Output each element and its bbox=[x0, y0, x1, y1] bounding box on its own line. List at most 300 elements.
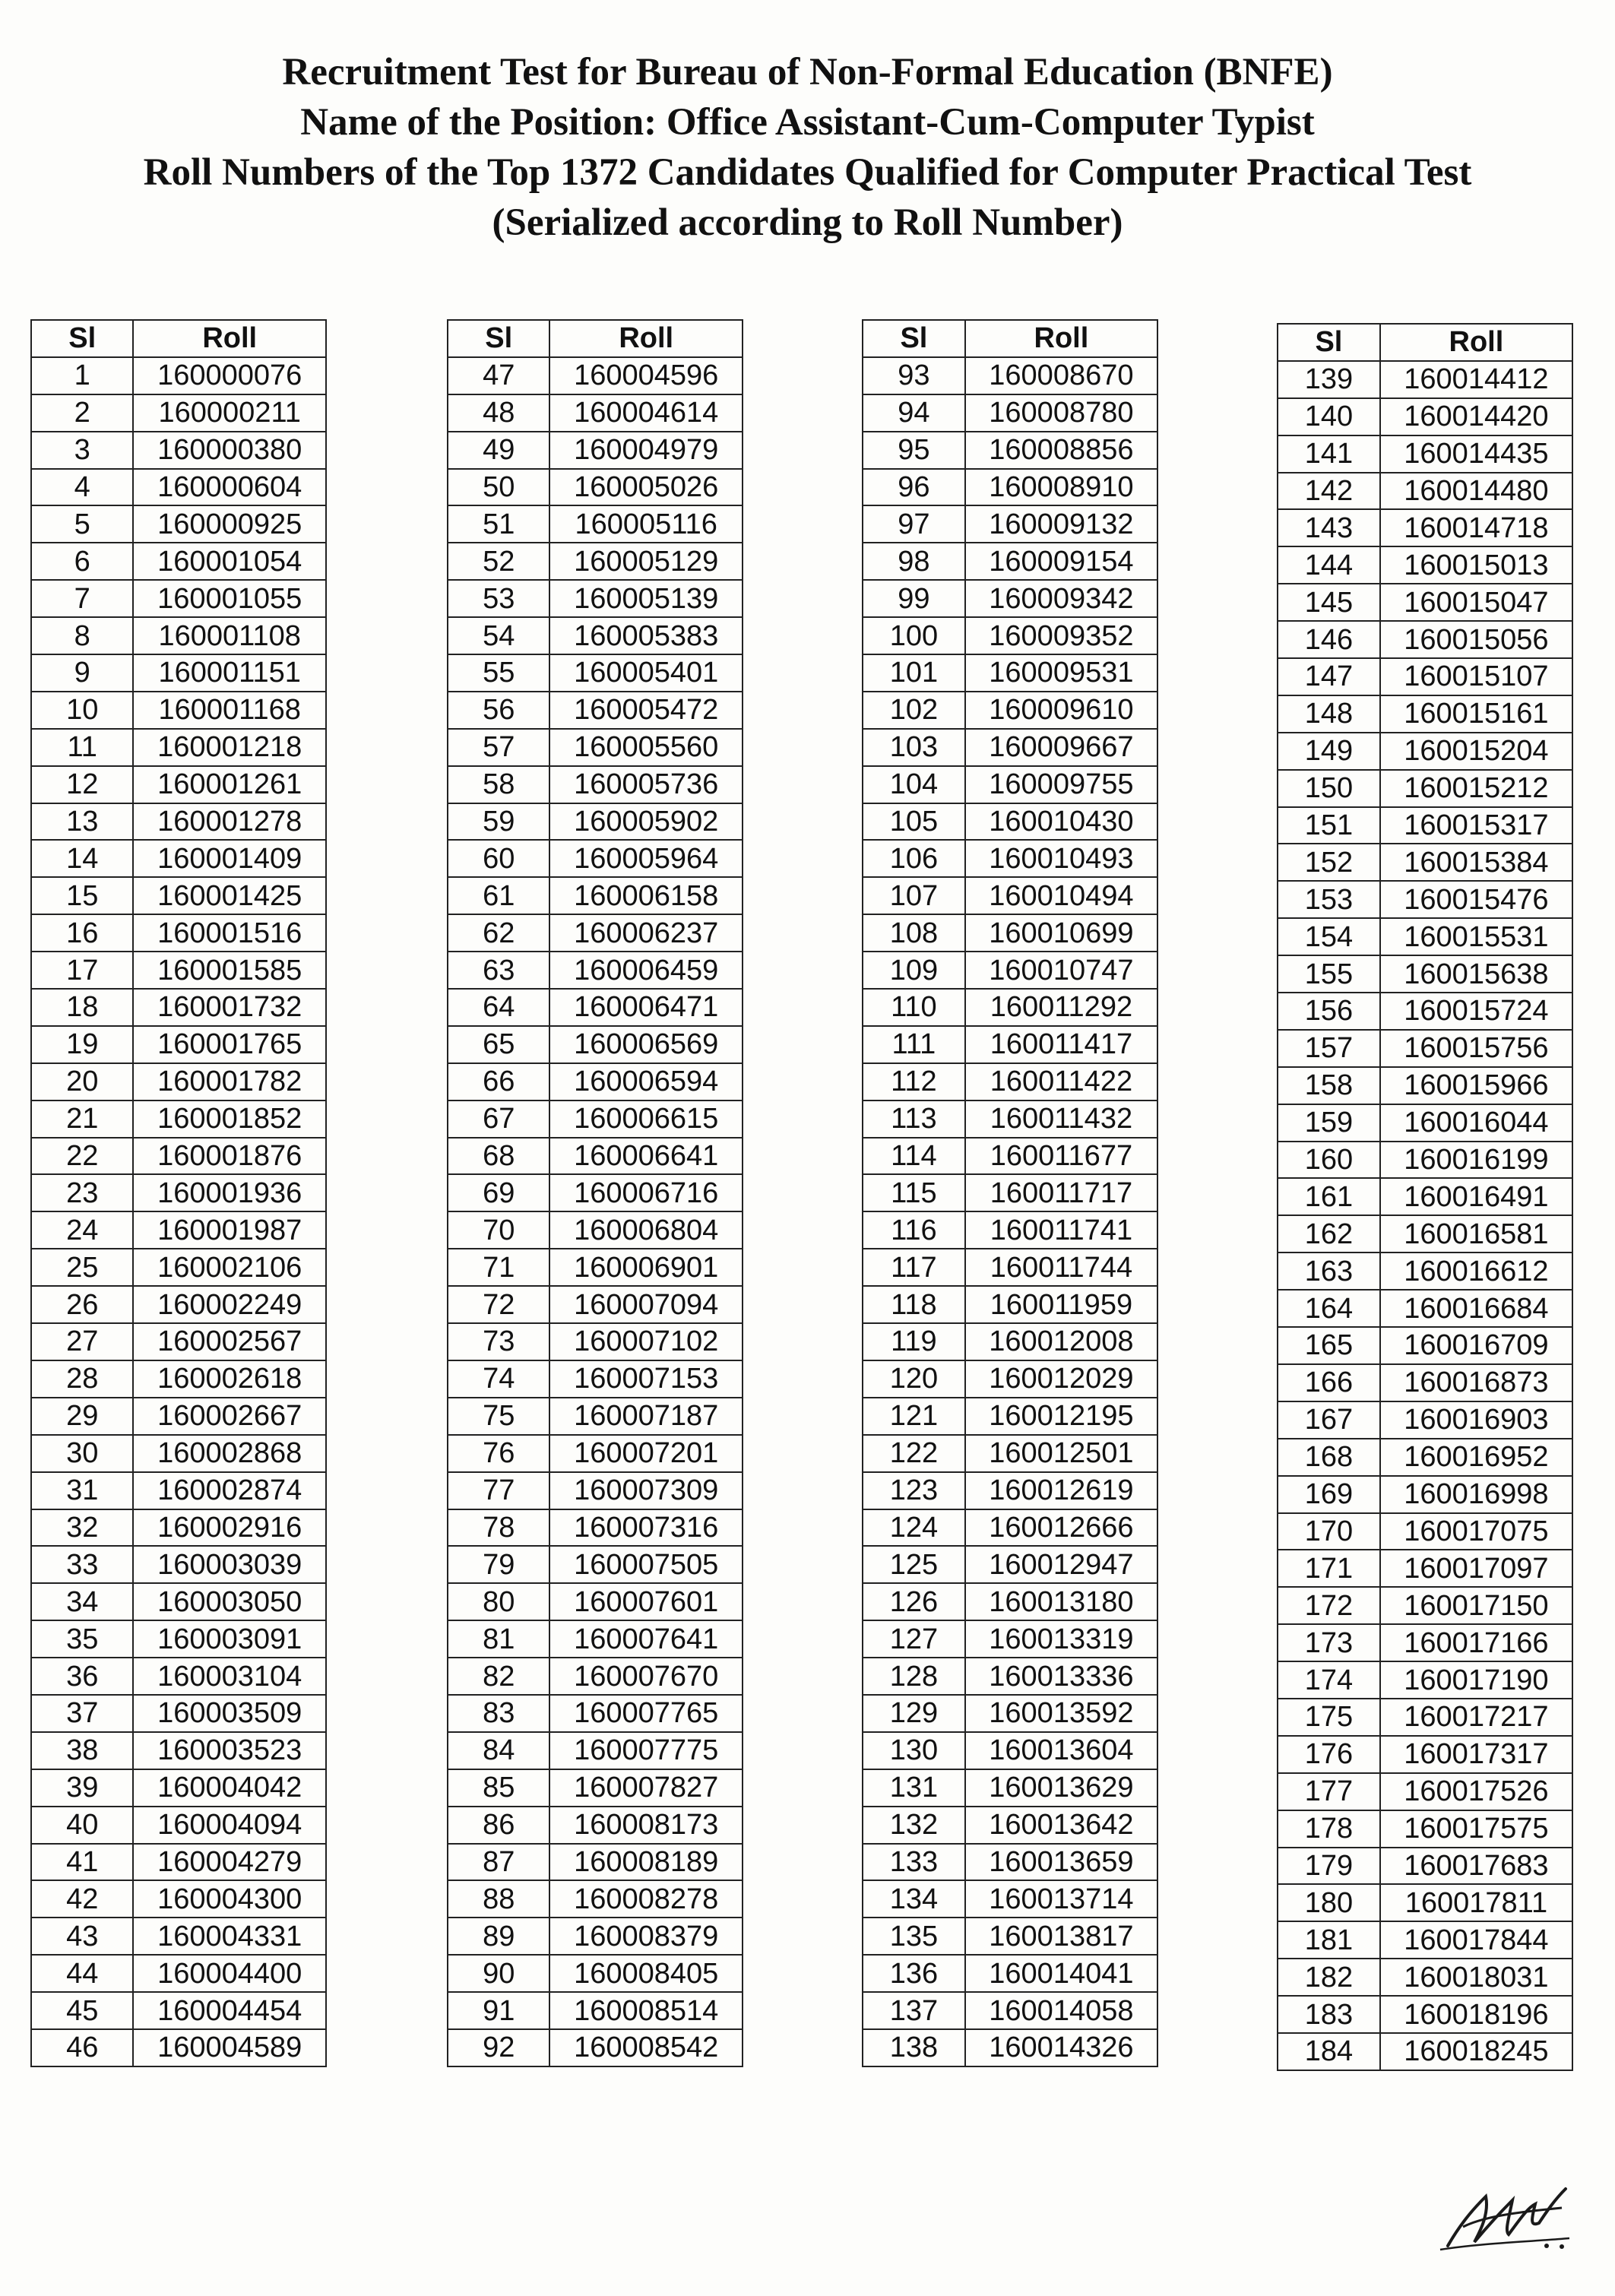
sl-cell: 107 bbox=[863, 877, 965, 914]
table-row bbox=[448, 729, 743, 766]
column-header-roll: Roll bbox=[965, 320, 1157, 357]
table-header-row bbox=[31, 320, 326, 357]
sl-cell: 35 bbox=[31, 1620, 133, 1658]
roll-cell: 160008173 bbox=[549, 1807, 743, 1844]
table-row bbox=[448, 1769, 743, 1807]
sl-cell: 91 bbox=[448, 1992, 549, 2029]
roll-cell: 160002874 bbox=[133, 1472, 326, 1509]
roll-cell: 160014480 bbox=[1380, 473, 1572, 510]
roll-cell: 160014420 bbox=[1380, 398, 1572, 435]
roll-cell: 160015107 bbox=[1380, 658, 1572, 695]
column-header-roll: Roll bbox=[549, 320, 743, 357]
roll-cell: 160006569 bbox=[549, 1026, 743, 1063]
table-row bbox=[863, 580, 1157, 617]
roll-cell: 160006471 bbox=[549, 989, 743, 1026]
table-header-row bbox=[1278, 324, 1572, 361]
sl-cell: 22 bbox=[31, 1138, 133, 1175]
roll-table-2 bbox=[447, 319, 743, 2067]
table-row bbox=[448, 2029, 743, 2066]
sl-cell: 136 bbox=[863, 1955, 965, 1992]
roll-cell: 160007505 bbox=[549, 1546, 743, 1583]
table-row bbox=[448, 394, 743, 432]
roll-cell: 160001261 bbox=[133, 766, 326, 803]
table-row bbox=[448, 1546, 743, 1583]
table-row bbox=[1278, 621, 1572, 658]
table-row bbox=[863, 469, 1157, 506]
roll-cell: 160004042 bbox=[133, 1769, 326, 1807]
table-row bbox=[1278, 695, 1572, 733]
sl-cell: 128 bbox=[863, 1658, 965, 1695]
table-row bbox=[448, 1732, 743, 1769]
roll-cell: 160008780 bbox=[965, 394, 1157, 432]
table-row bbox=[1278, 546, 1572, 584]
table-row bbox=[863, 1992, 1157, 2029]
sl-cell: 181 bbox=[1278, 1921, 1380, 1959]
sl-cell: 166 bbox=[1278, 1364, 1380, 1401]
sl-cell: 145 bbox=[1278, 584, 1380, 621]
table-row bbox=[31, 1138, 326, 1175]
roll-cell: 160013180 bbox=[965, 1583, 1157, 1620]
table-row bbox=[863, 1955, 1157, 1992]
table-row bbox=[1278, 1067, 1572, 1104]
sl-cell: 69 bbox=[448, 1174, 549, 1211]
table-row bbox=[1278, 955, 1572, 993]
roll-cell: 160018245 bbox=[1380, 2033, 1572, 2070]
table-row bbox=[863, 1398, 1157, 1435]
roll-cell: 160001876 bbox=[133, 1138, 326, 1175]
table-row bbox=[863, 1844, 1157, 1881]
table-row bbox=[1278, 807, 1572, 844]
table-header-row bbox=[448, 320, 743, 357]
roll-cell: 160002667 bbox=[133, 1398, 326, 1435]
roll-cell: 160004094 bbox=[133, 1807, 326, 1844]
sl-cell: 157 bbox=[1278, 1030, 1380, 1067]
roll-cell: 160004331 bbox=[133, 1918, 326, 1955]
table-row bbox=[31, 617, 326, 654]
sl-cell: 94 bbox=[863, 394, 965, 432]
sl-cell: 98 bbox=[863, 543, 965, 580]
table-row bbox=[863, 1546, 1157, 1583]
roll-cell: 160001151 bbox=[133, 654, 326, 692]
table-row bbox=[448, 1211, 743, 1249]
roll-cell: 160011744 bbox=[965, 1249, 1157, 1286]
sl-cell: 58 bbox=[448, 766, 549, 803]
sl-cell: 65 bbox=[448, 1026, 549, 1063]
table-row bbox=[448, 505, 743, 543]
roll-cell: 160008405 bbox=[549, 1955, 743, 1992]
roll-cell: 160013592 bbox=[965, 1695, 1157, 1732]
table-row bbox=[863, 1249, 1157, 1286]
sl-cell: 97 bbox=[863, 505, 965, 543]
table-row bbox=[1278, 1142, 1572, 1179]
table-row bbox=[863, 1620, 1157, 1658]
table-row bbox=[448, 1360, 743, 1398]
sl-cell: 72 bbox=[448, 1286, 549, 1323]
table-row bbox=[31, 654, 326, 692]
table-row bbox=[448, 989, 743, 1026]
sl-cell: 108 bbox=[863, 914, 965, 952]
sl-cell: 144 bbox=[1278, 546, 1380, 584]
roll-cell: 160010430 bbox=[965, 803, 1157, 841]
sl-cell: 132 bbox=[863, 1807, 965, 1844]
roll-cell: 160017190 bbox=[1380, 1661, 1572, 1699]
column-header-sl: Sl bbox=[31, 320, 133, 357]
table-row bbox=[448, 840, 743, 877]
table-row bbox=[863, 1807, 1157, 1844]
roll-cell: 160001732 bbox=[133, 989, 326, 1026]
sl-cell: 68 bbox=[448, 1138, 549, 1175]
table-row bbox=[31, 1286, 326, 1323]
table-row bbox=[448, 1398, 743, 1435]
roll-cell: 160011417 bbox=[965, 1026, 1157, 1063]
table-row bbox=[448, 1323, 743, 1360]
table-row bbox=[1278, 918, 1572, 955]
sl-cell: 168 bbox=[1278, 1439, 1380, 1476]
table-row bbox=[863, 1435, 1157, 1472]
sl-cell: 25 bbox=[31, 1249, 133, 1286]
table-row bbox=[1278, 1550, 1572, 1587]
header-note: (Serialized according to Roll Number) bbox=[492, 201, 1123, 244]
table-row bbox=[448, 766, 743, 803]
roll-cell: 160013642 bbox=[965, 1807, 1157, 1844]
roll-cell: 160010493 bbox=[965, 840, 1157, 877]
sl-cell: 179 bbox=[1278, 1848, 1380, 1885]
table-row bbox=[31, 432, 326, 469]
roll-cell: 160016581 bbox=[1380, 1215, 1572, 1253]
roll-cell: 160001425 bbox=[133, 877, 326, 914]
sl-cell: 52 bbox=[448, 543, 549, 580]
table-row bbox=[31, 1472, 326, 1509]
sl-cell: 140 bbox=[1278, 398, 1380, 435]
sl-cell: 173 bbox=[1278, 1624, 1380, 1661]
roll-cell: 160004400 bbox=[133, 1955, 326, 1992]
sl-cell: 172 bbox=[1278, 1587, 1380, 1624]
table-row bbox=[863, 1509, 1157, 1547]
table-row bbox=[863, 1880, 1157, 1918]
sl-cell: 138 bbox=[863, 2029, 965, 2066]
roll-cell: 160014412 bbox=[1380, 361, 1572, 398]
roll-cell: 160015204 bbox=[1380, 733, 1572, 770]
roll-cell: 160005401 bbox=[549, 654, 743, 692]
roll-cell: 160008856 bbox=[965, 432, 1157, 469]
sl-cell: 99 bbox=[863, 580, 965, 617]
table-row bbox=[1278, 993, 1572, 1030]
table-row bbox=[31, 914, 326, 952]
sl-cell: 109 bbox=[863, 952, 965, 989]
table-row bbox=[31, 766, 326, 803]
sl-cell: 38 bbox=[31, 1732, 133, 1769]
sl-cell: 30 bbox=[31, 1435, 133, 1472]
table-row bbox=[863, 1100, 1157, 1138]
column-header-sl: Sl bbox=[448, 320, 549, 357]
sl-cell: 31 bbox=[31, 1472, 133, 1509]
roll-cell: 160001409 bbox=[133, 840, 326, 877]
sl-cell: 71 bbox=[448, 1249, 549, 1286]
sl-cell: 154 bbox=[1278, 918, 1380, 955]
sl-cell: 130 bbox=[863, 1732, 965, 1769]
table-row bbox=[863, 654, 1157, 692]
table-row bbox=[31, 1360, 326, 1398]
sl-cell: 134 bbox=[863, 1880, 965, 1918]
roll-cell: 160002916 bbox=[133, 1509, 326, 1547]
sl-cell: 116 bbox=[863, 1211, 965, 1249]
table-row bbox=[448, 654, 743, 692]
table-header-row bbox=[863, 320, 1157, 357]
roll-cell: 160012947 bbox=[965, 1546, 1157, 1583]
sl-cell: 163 bbox=[1278, 1253, 1380, 1290]
roll-cell: 160012619 bbox=[965, 1472, 1157, 1509]
table-row bbox=[1278, 1476, 1572, 1513]
roll-cell: 160006615 bbox=[549, 1100, 743, 1138]
table-row bbox=[448, 432, 743, 469]
sl-cell: 18 bbox=[31, 989, 133, 1026]
sl-cell: 4 bbox=[31, 469, 133, 506]
sl-cell: 182 bbox=[1278, 1959, 1380, 1996]
sl-cell: 39 bbox=[31, 1769, 133, 1807]
roll-cell: 160016199 bbox=[1380, 1142, 1572, 1179]
table-row bbox=[863, 394, 1157, 432]
sl-cell: 175 bbox=[1278, 1699, 1380, 1736]
table-row bbox=[448, 1807, 743, 1844]
sl-cell: 129 bbox=[863, 1695, 965, 1732]
roll-cell: 160009610 bbox=[965, 692, 1157, 729]
roll-cell: 160015013 bbox=[1380, 546, 1572, 584]
column-header-roll: Roll bbox=[1380, 324, 1572, 361]
sl-cell: 155 bbox=[1278, 955, 1380, 993]
roll-cell: 160004979 bbox=[549, 432, 743, 469]
sl-cell: 83 bbox=[448, 1695, 549, 1732]
roll-cell: 160016903 bbox=[1380, 1401, 1572, 1439]
roll-cell: 160004454 bbox=[133, 1992, 326, 2029]
roll-cell: 160002868 bbox=[133, 1435, 326, 1472]
table-row bbox=[1278, 1587, 1572, 1624]
table-row bbox=[863, 1138, 1157, 1175]
sl-cell: 117 bbox=[863, 1249, 965, 1286]
table-row bbox=[863, 692, 1157, 729]
sl-cell: 146 bbox=[1278, 621, 1380, 658]
roll-cell: 160002106 bbox=[133, 1249, 326, 1286]
sl-cell: 21 bbox=[31, 1100, 133, 1138]
roll-cell: 160015531 bbox=[1380, 918, 1572, 955]
roll-cell: 160009352 bbox=[965, 617, 1157, 654]
roll-cell: 160016612 bbox=[1380, 1253, 1572, 1290]
table-row bbox=[1278, 770, 1572, 807]
roll-cell: 160012195 bbox=[965, 1398, 1157, 1435]
table-row bbox=[31, 580, 326, 617]
sl-cell: 106 bbox=[863, 840, 965, 877]
sl-cell: 125 bbox=[863, 1546, 965, 1583]
table-row bbox=[448, 1063, 743, 1100]
sl-cell: 13 bbox=[31, 803, 133, 841]
sl-cell: 111 bbox=[863, 1026, 965, 1063]
sl-cell: 62 bbox=[448, 914, 549, 952]
table-row bbox=[1278, 658, 1572, 695]
table-row bbox=[448, 1880, 743, 1918]
sl-cell: 153 bbox=[1278, 881, 1380, 918]
roll-cell: 160015047 bbox=[1380, 584, 1572, 621]
roll-cell: 160003509 bbox=[133, 1695, 326, 1732]
table-row bbox=[31, 1658, 326, 1695]
table-row bbox=[1278, 1215, 1572, 1253]
sl-cell: 85 bbox=[448, 1769, 549, 1807]
roll-cell: 160007102 bbox=[549, 1323, 743, 1360]
sl-cell: 167 bbox=[1278, 1401, 1380, 1439]
sl-cell: 159 bbox=[1278, 1104, 1380, 1142]
roll-cell: 160005964 bbox=[549, 840, 743, 877]
roll-cell: 160001108 bbox=[133, 617, 326, 654]
sl-cell: 42 bbox=[31, 1880, 133, 1918]
sl-cell: 143 bbox=[1278, 509, 1380, 546]
sl-cell: 17 bbox=[31, 952, 133, 989]
sl-cell: 89 bbox=[448, 1918, 549, 1955]
table-row bbox=[448, 803, 743, 841]
roll-cell: 160007309 bbox=[549, 1472, 743, 1509]
roll-cell: 160006594 bbox=[549, 1063, 743, 1100]
roll-cell: 160012029 bbox=[965, 1360, 1157, 1398]
sl-cell: 121 bbox=[863, 1398, 965, 1435]
sl-cell: 70 bbox=[448, 1211, 549, 1249]
table-row bbox=[31, 1880, 326, 1918]
roll-cell: 160007601 bbox=[549, 1583, 743, 1620]
table-row bbox=[863, 432, 1157, 469]
sl-cell: 183 bbox=[1278, 1996, 1380, 2033]
roll-cell: 160016491 bbox=[1380, 1178, 1572, 1215]
table-row bbox=[31, 357, 326, 394]
sl-cell: 3 bbox=[31, 432, 133, 469]
table-row bbox=[863, 989, 1157, 1026]
roll-cell: 160005116 bbox=[549, 505, 743, 543]
table-row bbox=[863, 1286, 1157, 1323]
roll-cell: 160012008 bbox=[965, 1323, 1157, 1360]
roll-cell: 160013659 bbox=[965, 1844, 1157, 1881]
sl-cell: 120 bbox=[863, 1360, 965, 1398]
roll-cell: 160010747 bbox=[965, 952, 1157, 989]
roll-cell: 160004279 bbox=[133, 1844, 326, 1881]
table-row bbox=[1278, 1773, 1572, 1810]
roll-cell: 160011959 bbox=[965, 1286, 1157, 1323]
sl-cell: 169 bbox=[1278, 1476, 1380, 1513]
roll-cell: 160017150 bbox=[1380, 1587, 1572, 1624]
roll-cell: 160007775 bbox=[549, 1732, 743, 1769]
roll-cell: 160017075 bbox=[1380, 1513, 1572, 1550]
column-header-roll: Roll bbox=[133, 320, 326, 357]
sl-cell: 93 bbox=[863, 357, 965, 394]
table-row bbox=[863, 1063, 1157, 1100]
sl-cell: 14 bbox=[31, 840, 133, 877]
sl-cell: 59 bbox=[448, 803, 549, 841]
roll-cell: 160004596 bbox=[549, 357, 743, 394]
roll-cell: 160007201 bbox=[549, 1435, 743, 1472]
roll-cell: 160015724 bbox=[1380, 993, 1572, 1030]
table-row bbox=[31, 952, 326, 989]
sl-cell: 160 bbox=[1278, 1142, 1380, 1179]
table-row bbox=[1278, 1884, 1572, 1921]
roll-cell: 160005139 bbox=[549, 580, 743, 617]
sl-cell: 87 bbox=[448, 1844, 549, 1881]
table-row bbox=[31, 1546, 326, 1583]
roll-cell: 160015317 bbox=[1380, 807, 1572, 844]
table-row bbox=[1278, 881, 1572, 918]
table-row bbox=[1278, 2033, 1572, 2070]
table-row bbox=[448, 1435, 743, 1472]
roll-cell: 160015161 bbox=[1380, 695, 1572, 733]
table-row bbox=[31, 692, 326, 729]
roll-cell: 160013319 bbox=[965, 1620, 1157, 1658]
roll-cell: 160011677 bbox=[965, 1138, 1157, 1175]
signature bbox=[1433, 2174, 1585, 2257]
sl-cell: 96 bbox=[863, 469, 965, 506]
table-row bbox=[31, 1211, 326, 1249]
table-row bbox=[31, 1174, 326, 1211]
header-title: Recruitment Test for Bureau of Non-Formal Education (BNFE) bbox=[282, 51, 1333, 93]
roll-cell: 160007670 bbox=[549, 1658, 743, 1695]
roll-cell: 160010699 bbox=[965, 914, 1157, 952]
table-row bbox=[448, 469, 743, 506]
sl-cell: 76 bbox=[448, 1435, 549, 1472]
roll-cell: 160015756 bbox=[1380, 1030, 1572, 1067]
sl-cell: 88 bbox=[448, 1880, 549, 1918]
table-row bbox=[1278, 361, 1572, 398]
roll-cell: 160007641 bbox=[549, 1620, 743, 1658]
roll-cell: 160005026 bbox=[549, 469, 743, 506]
sl-cell: 51 bbox=[448, 505, 549, 543]
table-row bbox=[448, 1658, 743, 1695]
sl-cell: 90 bbox=[448, 1955, 549, 1992]
roll-cell: 160012501 bbox=[965, 1435, 1157, 1472]
roll-cell: 160006237 bbox=[549, 914, 743, 952]
sl-cell: 95 bbox=[863, 432, 965, 469]
sl-cell: 24 bbox=[31, 1211, 133, 1249]
roll-cell: 160011422 bbox=[965, 1063, 1157, 1100]
roll-cell: 160006459 bbox=[549, 952, 743, 989]
table-row bbox=[1278, 1513, 1572, 1550]
table-row bbox=[1278, 733, 1572, 770]
sl-cell: 77 bbox=[448, 1472, 549, 1509]
sl-cell: 115 bbox=[863, 1174, 965, 1211]
sl-cell: 84 bbox=[448, 1732, 549, 1769]
roll-cell: 160005736 bbox=[549, 766, 743, 803]
roll-cell: 160006804 bbox=[549, 1211, 743, 1249]
table-row bbox=[1278, 1104, 1572, 1142]
roll-cell: 160015638 bbox=[1380, 955, 1572, 993]
table-row bbox=[1278, 1996, 1572, 2033]
sl-cell: 55 bbox=[448, 654, 549, 692]
sl-cell: 28 bbox=[31, 1360, 133, 1398]
roll-cell: 160004300 bbox=[133, 1880, 326, 1918]
roll-cell: 160013629 bbox=[965, 1769, 1157, 1807]
sl-cell: 5 bbox=[31, 505, 133, 543]
table-row bbox=[863, 2029, 1157, 2066]
roll-cell: 160001987 bbox=[133, 1211, 326, 1249]
table-row bbox=[863, 803, 1157, 841]
sl-cell: 66 bbox=[448, 1063, 549, 1100]
table-row bbox=[31, 1509, 326, 1547]
sl-cell: 124 bbox=[863, 1509, 965, 1547]
roll-cell: 160017526 bbox=[1380, 1773, 1572, 1810]
roll-cell: 160015966 bbox=[1380, 1067, 1572, 1104]
table-row bbox=[448, 1100, 743, 1138]
table-row bbox=[863, 914, 1157, 952]
roll-cell: 160010494 bbox=[965, 877, 1157, 914]
sl-cell: 82 bbox=[448, 1658, 549, 1695]
sl-cell: 176 bbox=[1278, 1736, 1380, 1773]
table-row bbox=[31, 469, 326, 506]
sl-cell: 114 bbox=[863, 1138, 965, 1175]
sl-cell: 148 bbox=[1278, 695, 1380, 733]
table-row bbox=[448, 1918, 743, 1955]
roll-cell: 160016873 bbox=[1380, 1364, 1572, 1401]
sl-cell: 78 bbox=[448, 1509, 549, 1547]
